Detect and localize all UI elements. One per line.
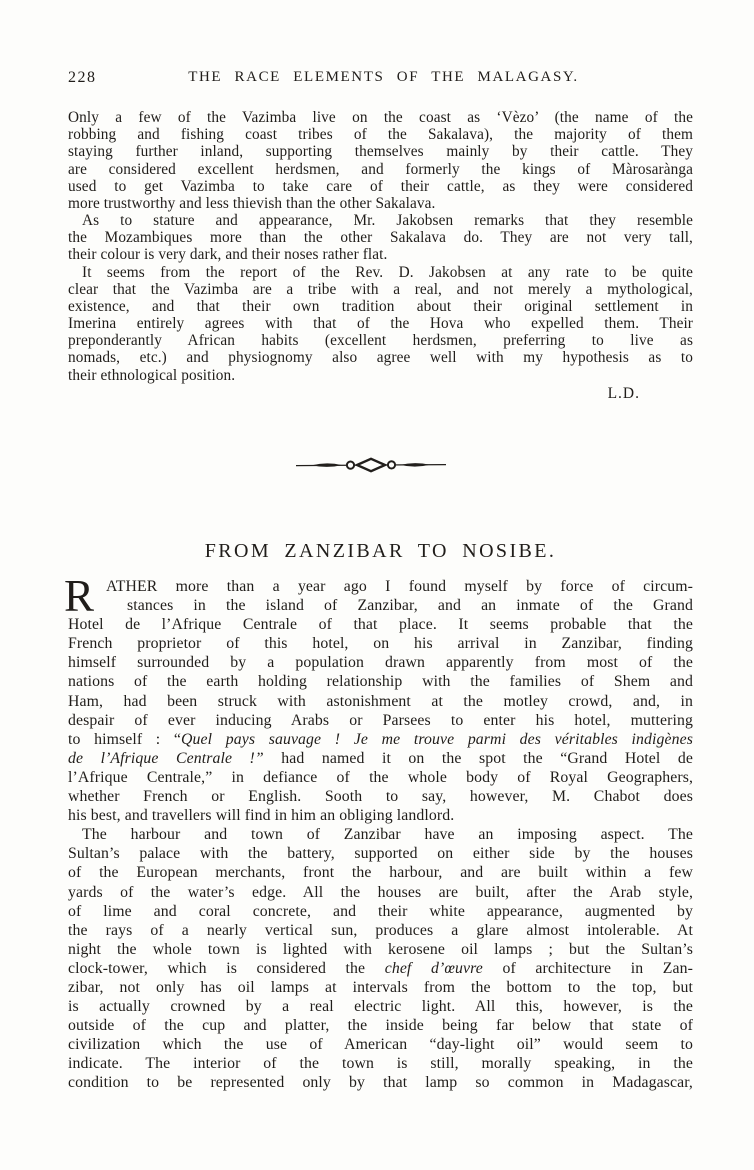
text-line: nations of the earth holding relationship with the families of Shem and: [68, 673, 693, 691]
text-line: their colour is very dark, and their noses rather flat.: [68, 246, 388, 264]
article-body: [64, 571, 693, 1093]
text-line: staying further inland, supporting themselves mainly by their cattle. They: [68, 143, 693, 161]
text-line: whether French or English. Sooth to say, however, M. Chabot does: [68, 788, 693, 806]
text-line: [68, 959, 693, 978]
article-title: FROM ZANZIBAR TO NOSIBE.: [204, 540, 557, 562]
text-line: stances in the island of Zanzibar, and an inmate of the Grand: [127, 597, 693, 615]
text-line: the Mozambiques more than the other Sakalava do. They are not very tall,: [68, 229, 693, 247]
text-line: his best, and travellers will find in him an obliging landlord.: [68, 807, 455, 825]
text-line: The harbour and town of Zanzibar have an imposing aspect. The: [82, 826, 693, 844]
text-line: clear that the Vazimba are a tribe with a real, and not merely a mythological,: [68, 280, 693, 298]
text-line: are considered excellent herdsmen, and formerly the kings of Màrosarànga: [68, 160, 693, 178]
diamond-rule-icon: [296, 457, 446, 473]
text-line: ATHER more than a year ago I found myself by force of circum-: [106, 578, 693, 595]
text-line: of the European merchants, front the harbour, and are built within a few: [68, 864, 693, 882]
italic-text: Quel pays sauvage ! Je me trouve parmi des véritables indigènes: [181, 730, 693, 748]
author-initials: L.D.: [607, 384, 640, 402]
text-line: Only a few of the Vazimba live on the coast as ‘Vèzo’ (the name of the: [68, 109, 693, 126]
text-line: indicate. The interior of the town is still, morally speaking, in the: [68, 1055, 693, 1073]
text-line: himself surrounded by a population drawn apparently from most of the: [68, 654, 693, 672]
text-line: existence, and that their own tradition about their original settlement in: [68, 297, 693, 315]
italic-text: chef d’œuvre: [384, 959, 483, 977]
running-title: THE RACE ELEMENTS OF THE MALAGASY.: [188, 69, 579, 85]
text-line: robbing and fishing coast tribes of the Sakalava), the majority of them: [68, 126, 693, 144]
text-line: used to get Vazimba to take care of their cattle, as they were considered: [68, 177, 693, 195]
text-line: more trustworthy and less thievish than the other Sakalava.: [68, 194, 436, 212]
text-line: Imerina entirely agrees with that of the Hova who expelled them. Their: [68, 315, 693, 333]
text-line: their ethnological position.: [68, 366, 236, 384]
text-line: As to stature and appearance, Mr. Jakobsen remarks that they resemble: [82, 212, 693, 230]
text-line: It seems from the report of the Rev. D. Jakobsen at any rate to be quite: [82, 263, 693, 281]
text-line: outside of the cup and platter, the inside being far below that state of: [68, 1017, 693, 1035]
text-line: preponderantly African habits (excellent herdsmen, preferring to live as: [68, 332, 693, 350]
text-line: despair of ever inducing Arabs or Parsees to enter his hotel, muttering: [68, 711, 693, 729]
plain-text: of architecture in Zan-: [482, 959, 693, 977]
text-line: civilization which the use of American “day-light oil” would seem to: [68, 1036, 693, 1054]
text-line: the rays of a nearly vertical sun, produces a glare almost intolerable. At: [68, 921, 693, 939]
text-line: [68, 749, 693, 768]
page-header: [68, 69, 693, 89]
text-line: [68, 730, 693, 749]
italic-text: de l’Afrique Centrale !”: [68, 749, 264, 767]
text-line: l’Afrique Centrale,” in defiance of the whole body of Royal Geographers,: [68, 768, 693, 786]
text-line: condition to be represented only by that lamp so common in Madagascar,: [68, 1074, 693, 1092]
article-end-paragraphs: [68, 109, 693, 384]
plain-text: clock-tower, which is considered the: [68, 959, 385, 977]
text-line: yards of the water’s edge. All the houses are built, after the Arab style,: [68, 883, 693, 901]
section-divider-ornament: [296, 457, 446, 473]
text-line: is actually crowned by a real electric light. All this, however, is the: [68, 998, 693, 1016]
text-line: Sultan’s palace with the battery, supported on either side by the houses: [68, 845, 693, 863]
text-line: of lime and coral concrete, and their white appearance, augmented by: [68, 902, 693, 920]
article-paragraphs: [68, 577, 693, 1093]
plain-text: had named it on the spot the “Grand Hotel de: [263, 749, 693, 767]
article-end-body: [68, 109, 693, 402]
text-line: zibar, not only has oil lamps at intervals from the bottom to the top, but: [68, 978, 693, 996]
page-number: 228: [68, 69, 97, 86]
plain-text: to himself : “: [68, 730, 182, 748]
text-line: night the whole town is lighted with kerosene oil lamps ; but the Sultan’s: [68, 940, 693, 958]
drop-cap-letter: R: [64, 571, 95, 621]
text-line: nomads, etc.) and physiognomy also agree well with my hypothesis as to: [68, 349, 693, 367]
text-line: Hotel de l’Afrique Centrale of that place. It seems probable that the: [68, 616, 693, 634]
text-line: Ham, had been struck with astonishment at the motley crowd, and, in: [68, 692, 693, 710]
text-line: French proprietor of this hotel, on his arrival in Zanzibar, finding: [68, 635, 693, 653]
